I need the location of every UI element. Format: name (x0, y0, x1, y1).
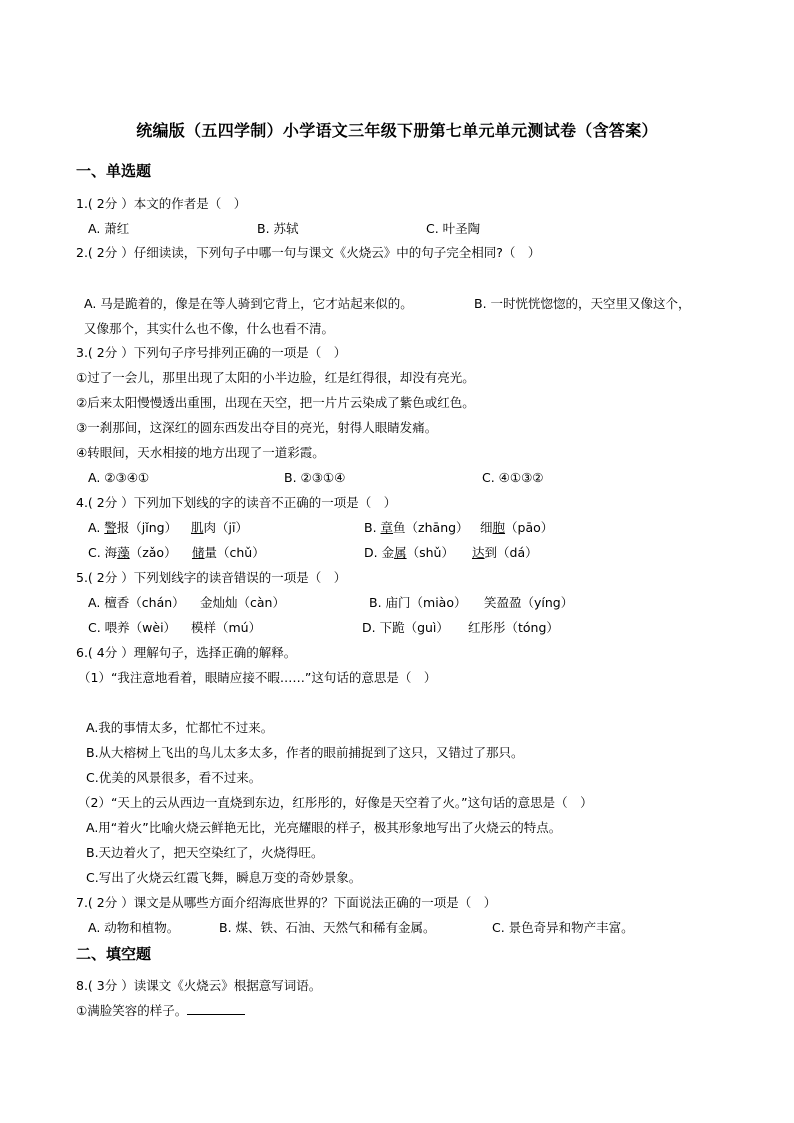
question-5-option-a-word-1: A. 檀香（chán） (88, 595, 185, 610)
question-5-option-d-word-1: D. 下跪（guì） (362, 620, 449, 635)
question-1-option-a: A. 萧红 (88, 221, 130, 236)
question-2-option-a: A. 马是跪着的，像是在等人骑到它背上，它才站起来似的。 (84, 296, 413, 311)
question-3-sentence-1: ①过了一会儿，那里出现了太阳的小半边脸，红是红得很，却没有亮光。 (76, 370, 475, 385)
question-3-sentence-2: ②后来太阳慢慢透出重围，出现在天空，把一片片云染成了紫色或红色。 (76, 395, 475, 410)
question-4-option-c-word-1: C. 海藻（zǎo） (88, 545, 177, 560)
underlined-char: 储 (192, 545, 205, 560)
answer-blank[interactable] (187, 1002, 245, 1015)
question-6-part-2-option-c: C.写出了火烧云红霞飞舞，瞬息万变的奇妙景象。 (86, 870, 362, 885)
question-2-option-b-continued: 又像那个，其实什么也不像，什么也看不清。 (84, 321, 335, 336)
question-5-option-b-word-2: 笑盈盈（yíng） (484, 595, 574, 610)
question-6-part-1-option-a: A.我的事情太多，忙都忙不过来。 (86, 720, 274, 735)
question-3-option-c: C. ④①③② (482, 470, 544, 485)
question-4-option-b-word-2: 细胞（pāo） (480, 520, 554, 535)
question-8-stem: 8.( 3分 ）读课文《火烧云》根据意写词语。 (76, 978, 322, 993)
question-3-option-a: A. ②③④① (88, 470, 150, 485)
underlined-char: 属 (394, 545, 407, 560)
question-5-option-d-word-2: 红彤彤（tóng） (468, 620, 559, 635)
section-heading-fill-in: 二、填空题 (76, 945, 152, 963)
question-1-option-b: B. 苏轼 (257, 221, 299, 236)
question-3-stem: 3.( 2分 ）下列句子序号排列正确的一项是（ ） (76, 345, 347, 360)
question-6-part-1-option-c: C.优美的风景很多，看不过来。 (86, 770, 262, 785)
question-2-option-b: B. 一时恍恍惚惚的，天空里又像这个， (474, 296, 691, 311)
question-7-option-b: B. 煤、铁、石油、天然气和稀有金属。 (219, 920, 436, 935)
question-6-stem: 6.( 4分 ）理解句子，选择正确的解释。 (76, 645, 297, 660)
underlined-char: 藻 (117, 545, 130, 560)
question-6-part-2-option-a: A.用“着火”比喻火烧云鲜艳无比，光亮耀眼的样子，极其形象地写出了火烧云的特点。 (86, 820, 562, 835)
question-1-stem: 1.( 2分 ）本文的作者是（ ） (76, 196, 247, 211)
question-5-option-c-word-1: C. 喂养（wèi） (88, 620, 177, 635)
question-3-option-b: B. ②③①④ (284, 470, 346, 485)
underlined-char: 肌 (191, 520, 204, 535)
question-4-stem: 4.( 2分 ）下列加下划线的字的读音不正确的一项是（ ） (76, 495, 397, 510)
question-2-stem: 2.( 2分 ）仔细读读，下列句子中哪一句与课文《火烧云》中的句子完全相同?（ ） (76, 245, 541, 260)
question-6-part-1-option-b: B.从大榕树上飞出的鸟儿太多太多，作者的眼前捕捉到了这只，又错过了那只。 (86, 745, 524, 760)
underlined-char: 警 (104, 520, 117, 535)
question-4-option-a-word-1: A. 警报（jǐng） (88, 520, 178, 535)
question-6-part-2: （2）“天上的云从西边一直烧到东边，红彤彤的，好像是天空着了火。”这句话的意思是（ ） (78, 795, 593, 810)
underlined-char: 章 (380, 520, 394, 535)
question-4-option-d-word-1: D. 金属（shǔ） (364, 545, 454, 560)
question-3-sentence-4: ④转眼间，天水相接的地方出现了一道彩霞。 (76, 445, 325, 460)
question-5-option-b-word-1: B. 庙门（miào） (369, 595, 467, 610)
question-3-sentence-3: ③一刹那间，这深红的圆东西发出夺目的亮光，射得人眼睛发痛。 (76, 420, 438, 435)
page-title: 统编版（五四学制）小学语文三年级下册第七单元单元测试卷（含答案） (136, 121, 658, 140)
question-7-stem: 7.( 2分 ）课文是从哪些方面介绍海底世界的？下面说法正确的一项是（ ） (76, 895, 497, 910)
section-heading-single-choice: 一、单选题 (76, 162, 152, 180)
question-6-part-1: （1）“我注意地看着，眼睛应接不暇……”这句话的意思是（ ） (78, 670, 437, 685)
question-5-option-a-word-2: 金灿灿（càn） (200, 595, 285, 610)
question-5-stem: 5.( 2分 ）下列划线字的读音错误的一项是（ ） (76, 570, 347, 585)
question-4-option-d-word-2: 达到（dá） (472, 545, 538, 560)
question-4-option-a-word-2: 肌肉（jī） (191, 520, 248, 535)
question-7-option-a: A. 动物和植物。 (88, 920, 180, 935)
underlined-char: 胞 (492, 520, 506, 535)
question-7-option-c: C. 景色奇异和物产丰富。 (492, 920, 634, 935)
underlined-char: 达 (472, 545, 485, 560)
question-6-part-2-option-b: B.天边着火了，把天空染红了，火烧得旺。 (86, 845, 324, 860)
question-5-option-c-word-2: 模样（mú） (191, 620, 262, 635)
question-8-item-1: ①满脸笑容的样子。 (76, 1002, 245, 1020)
question-4-option-c-word-2: 储量（chǔ） (192, 545, 265, 560)
question-4-option-b-word-1: B. 章鱼（zhāng） (364, 520, 469, 535)
question-1-option-c: C. 叶圣陶 (426, 221, 481, 236)
